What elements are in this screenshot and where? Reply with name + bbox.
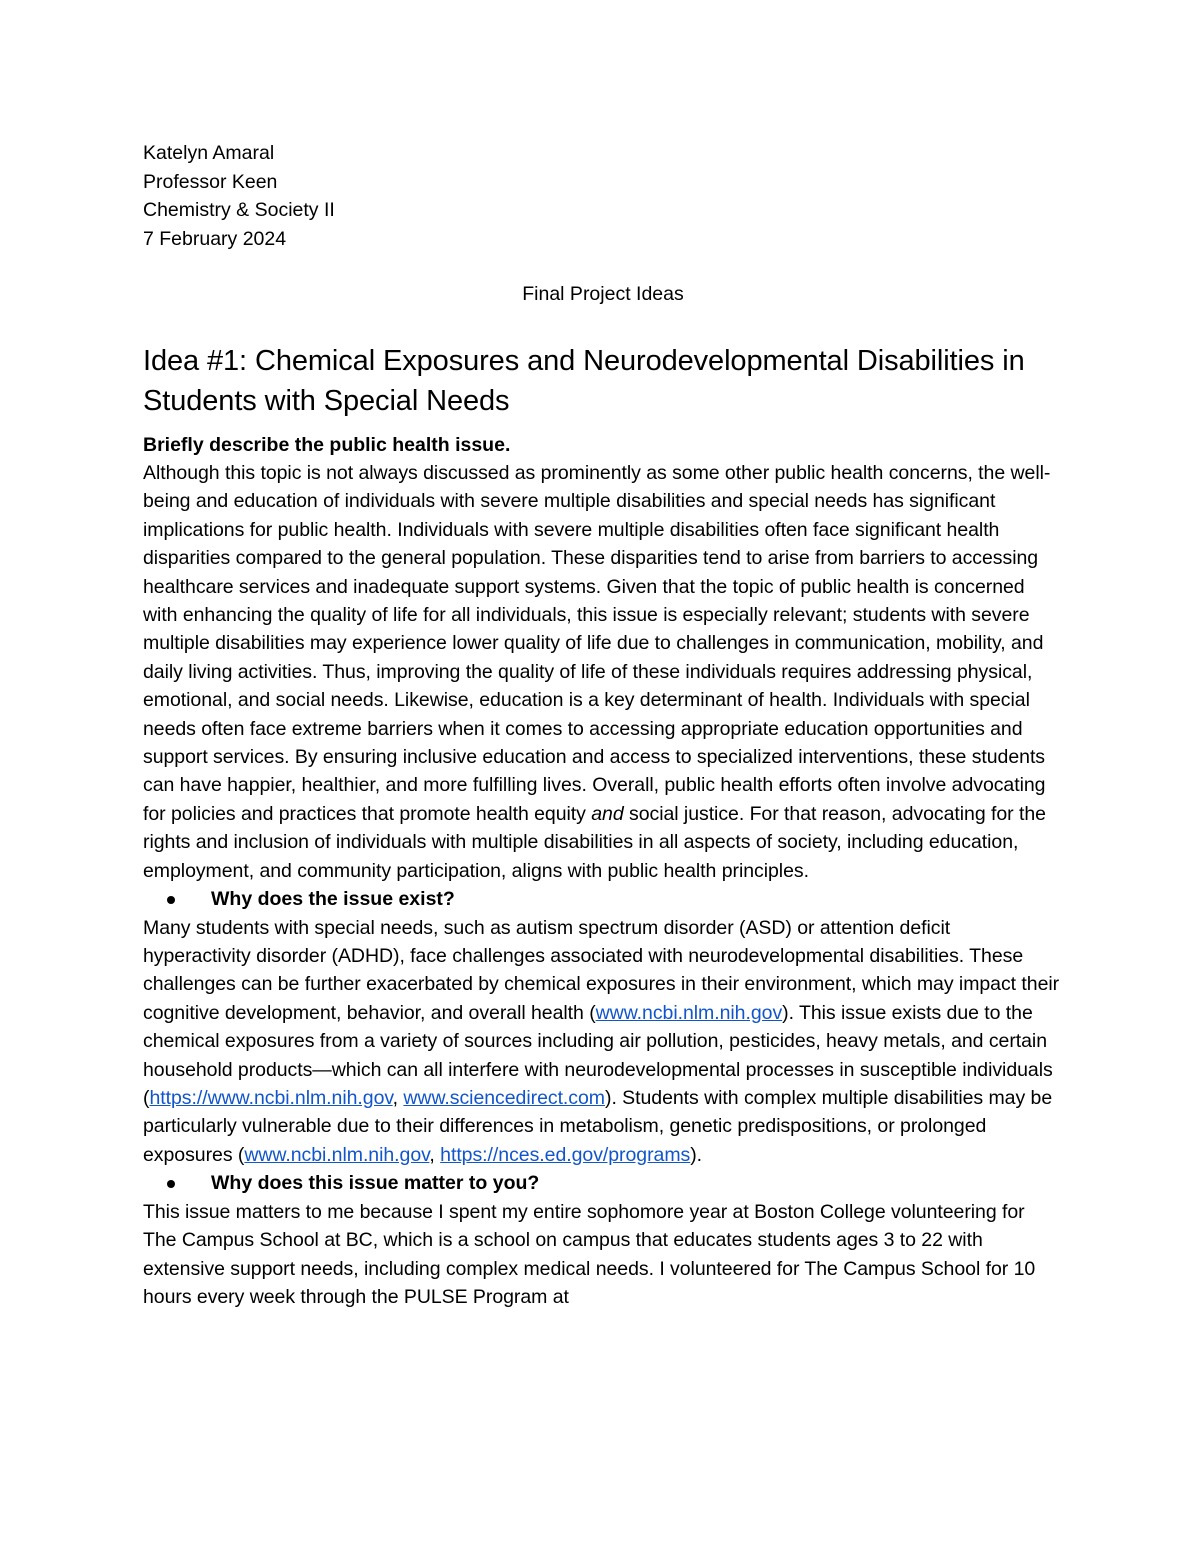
bullet-text: Why does this issue matter to you?	[211, 1172, 540, 1195]
bullet-text: Why does the issue exist?	[211, 888, 455, 911]
document-title: Final Project Ideas	[522, 283, 684, 305]
paragraph-text: ).	[690, 1143, 703, 1166]
course-name: Chemistry & Society II	[143, 199, 335, 221]
author-name: Katelyn Amaral	[143, 142, 275, 164]
document-page	[143, 139, 1063, 1311]
link-ncbi-https[interactable]: https://www.ncbi.nlm.nih.gov	[149, 1087, 393, 1110]
link-ncbi-2[interactable]: www.ncbi.nlm.nih.gov	[244, 1143, 430, 1166]
paragraph-text: ). Students with complex multiple disabilities may be particularly vulnerable due to their differences in metabolism, genetic predispositions, or prolonged exposures (	[143, 1087, 1053, 1166]
bullet-dot-icon	[167, 1180, 175, 1188]
separator-text: ,	[392, 1087, 404, 1110]
paragraph-text: Many students with special needs, such as autism spectrum disorder (ASD) or attention deficit hyperactivity disorder (ADHD), face challenges associated with neurodevelopmental disabilities. These challenges can be further exacerbated by chemical exposures in their environment, which may impact their cognitive development, behavior, and overall health (	[143, 916, 1060, 1024]
emphasis-text: and	[591, 802, 624, 825]
link-ncbi[interactable]: www.ncbi.nlm.nih.gov	[595, 1001, 783, 1024]
paragraph-issue-description	[143, 459, 1063, 885]
bullet-why-issue-exists	[143, 885, 1063, 914]
separator-text: ,	[429, 1143, 441, 1166]
paragraph-text: social justice. For that reason, advocating for the rights and inclusion of individuals with multiple disabilities in all aspects of society, including education, employment, and community participation, aligns with public health principles.	[143, 802, 1046, 882]
professor-name: Professor Keen	[143, 170, 278, 193]
paragraph-text: ). This issue exists due to the chemical exposures from a variety of sources including air pollution, pesticides, heavy metals, and certain household products—which can all interfere with neurodevelopmental processes in susceptible individuals (	[143, 1001, 1053, 1110]
bullet-dot-icon	[167, 896, 175, 904]
question-describe-issue: Briefly describe the public health issue.	[143, 433, 511, 456]
paragraph-why-matters: This issue matters to me because I spent my entire sophomore year at Boston College volunteering for The Campus School at BC, which is a school on campus that educates students ages 3 to 22 with extensive support needs, including complex medical needs. I volunteered for The Campus School for 10 hours every week through the PULSE Program at	[143, 1200, 1036, 1308]
idea-1-heading: Idea #1: Chemical Exposures and Neurodevelopmental Disabilities in Students with Special Needs	[143, 344, 1025, 417]
document-date: 7 February 2024	[143, 227, 287, 250]
bullet-why-matters	[143, 1169, 1063, 1198]
link-sciencedirect[interactable]: www.sciencedirect.com	[403, 1087, 605, 1110]
link-nces[interactable]: https://nces.ed.gov/programs	[440, 1143, 691, 1166]
paragraph-why-issue-exists	[143, 914, 1063, 1170]
paragraph-text: Although this topic is not always discussed as prominently as some other public health concerns, the well-being and education of individuals with severe multiple disabilities and special needs has significant implications for public health. Individuals with severe multiple disabilities often face significant health disparities compared to the general population. These disparities tend to arise from barriers to accessing healthcare services and inadequate support systems. Given that the topic of public health is concerned with enhancing the quality of life for all individuals, this issue is especially relevant; students with severe multiple disabilities may experience lower quality of life due to challenges in communication, mobility, and daily living activities. Thus, improving the quality of life of these individuals requires addressing physical, emotional, and social needs. Likewise, education is a key determinant of health. Individuals with special needs often face extreme barriers when it comes to accessing appropriate education opportunities and support services. By ensuring inclusive education and access to specialized interventions, these students can have happier, healthier, and more fulfilling lives. Overall, public health efforts often involve advocating for policies and practices that promote health equity	[143, 462, 1051, 825]
